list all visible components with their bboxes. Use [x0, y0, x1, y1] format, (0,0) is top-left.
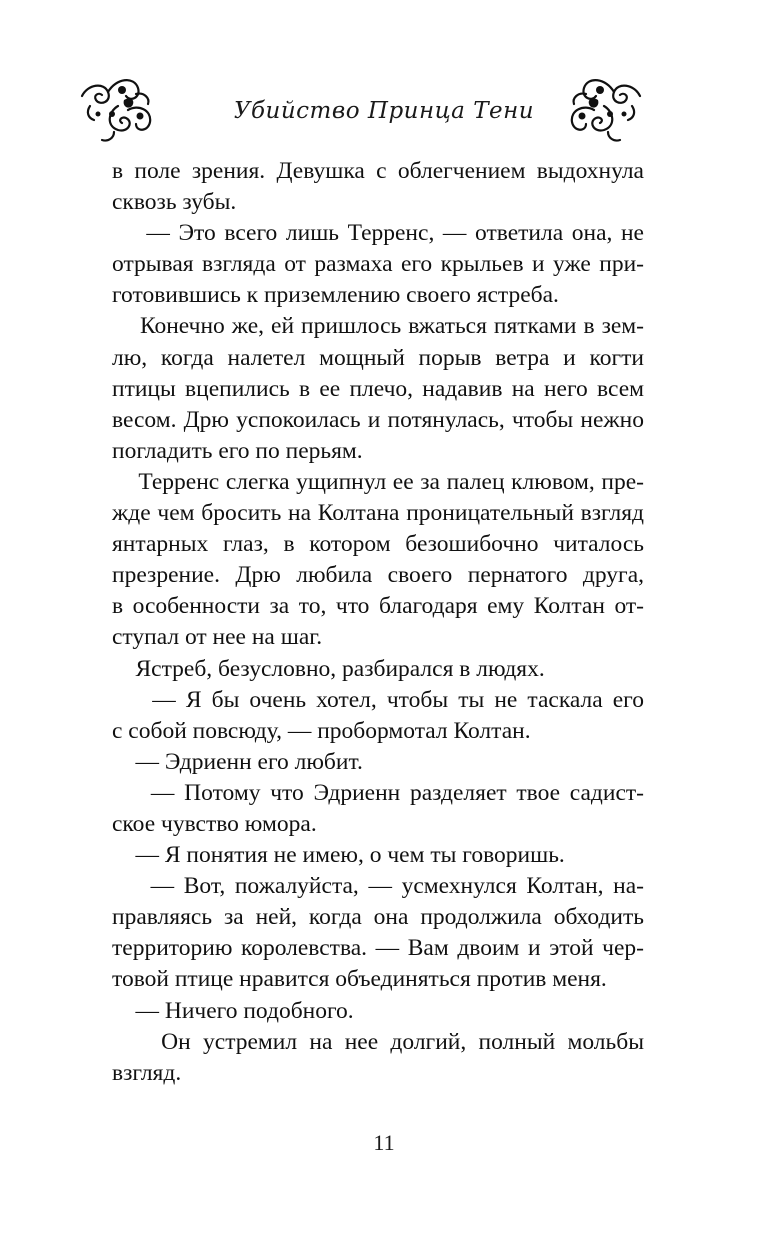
text-line: презрение. Дрю любила своего пернатого друга,	[112, 562, 644, 589]
text-line: Конечно же, ей пришлось вжаться пятками в зем-	[112, 313, 644, 340]
text-line: Он устремил на нее долгий, полный мольбы	[112, 1028, 644, 1055]
running-title: Убийство Принца Тени	[233, 98, 535, 124]
body-text	[112, 156, 644, 1089]
text-line: Ястреб, безусловно, разбирался в людях.	[112, 655, 545, 682]
text-line: — Потому что Эдриенн разделяет твое садист-	[112, 779, 644, 806]
text-line: лю, когда налетел мощный порыв ветра и когти	[112, 344, 644, 371]
text-line: правляясь за ней, когда она продолжила обходить	[112, 904, 644, 931]
text-line: — Эдриенн его любит.	[112, 748, 363, 775]
text-line: — Я бы очень хотел, чтобы ты не таскала его	[112, 686, 644, 713]
text-line: — Ничего подобного.	[112, 997, 354, 1024]
page-number: 11	[373, 1130, 395, 1155]
text-line: жде чем бросить на Колтана проницательный взгляд	[112, 500, 644, 527]
text-line: территорию королевства. — Вам двоим и этой чер-	[112, 935, 644, 962]
text-line: ступал от нее на шаг.	[112, 624, 323, 651]
text-line: взгляд.	[112, 1059, 182, 1086]
text-line: — Вот, пожалуйста, — усмехнулся Колтан, на-	[112, 873, 644, 900]
text-line: Терренс слегка ущипнул ее за палец клювом, пре-	[112, 468, 644, 495]
text-line: весом. Дрю успокоилась и потянулась, чтобы нежно	[112, 406, 644, 433]
text-line: в поле зрения. Девушка с облегчением выдохнула	[112, 158, 644, 184]
text-line: сквозь зубы.	[112, 189, 237, 216]
text-line: янтарных глаз, в котором безошибочно читалось	[112, 531, 644, 558]
text-line: — Это всего лишь Терренс, — ответила она, не	[112, 220, 644, 247]
text-line: товой птице нравится объединяться против меня.	[112, 966, 607, 993]
text-line: ское чувство юмора.	[112, 810, 317, 837]
text-line: птицы вцепились в ее плечо, надавив на него всем	[112, 375, 644, 402]
text-line: погладить его по перьям.	[112, 437, 363, 464]
text-line: с собой повсюду, — пробормотал Колтан.	[112, 717, 531, 744]
floral-swirl-ornament-icon	[558, 66, 644, 146]
text-line: в особенности за то, что благодаря ему Колтан от-	[112, 593, 644, 620]
text-line: — Я понятия не имею, о чем ты говоришь.	[112, 842, 565, 869]
floral-swirl-ornament-icon	[78, 66, 164, 146]
text-line: готовившись к приземлению своего ястреба.	[112, 282, 559, 309]
page-header	[0, 60, 768, 150]
text-line: отрывая взгляда от размаха его крыльев и уже при-	[112, 251, 644, 278]
